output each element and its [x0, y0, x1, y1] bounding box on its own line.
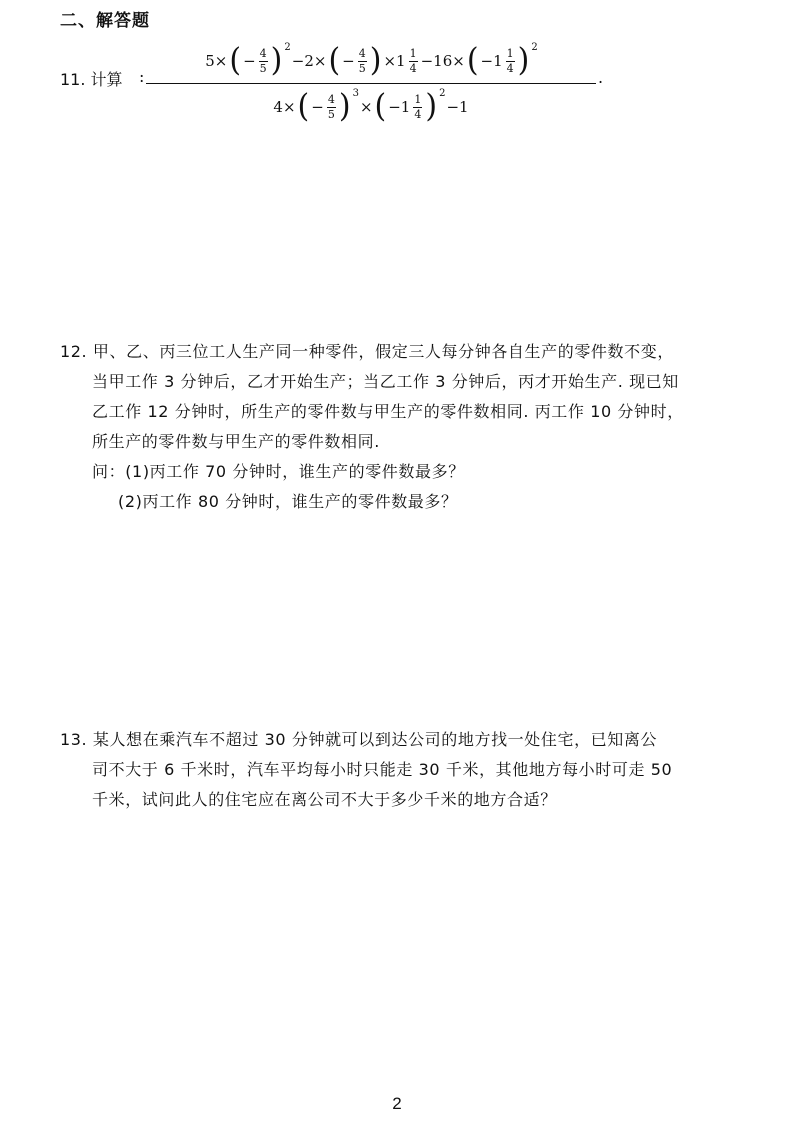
problem-13-line: 13. 某人想在乘汽车不超过 30 分钟就可以到达公司的地方找一处住宅，已知离公: [60, 730, 658, 749]
fraction: [327, 94, 336, 121]
fraction-numerator: 1: [409, 46, 417, 60]
fraction-denominator: 4: [409, 61, 417, 75]
minus-sign: −: [243, 52, 256, 70]
num-term-2: −2×: [291, 52, 327, 70]
minus-sign: −: [342, 52, 355, 70]
problem-11-colon: :: [139, 67, 145, 86]
exponent: 3: [352, 88, 359, 99]
fraction-denominator: 4: [506, 61, 514, 75]
right-paren: ): [369, 42, 382, 79]
num-term-3: ×1: [383, 52, 406, 70]
main-fraction-bar: [146, 83, 596, 84]
left-paren: (: [297, 88, 310, 125]
problem-11: [60, 40, 760, 126]
fraction: [409, 48, 418, 75]
problem-13: [60, 725, 750, 815]
fraction-numerator: 1: [414, 92, 422, 106]
fraction: [413, 94, 422, 121]
page-number: 2: [392, 1094, 402, 1113]
fraction-numerator: 4: [259, 46, 267, 60]
problem-11-label: 11. 计算: [60, 70, 123, 89]
problem-12-question: (2)丙工作 80 分钟时，谁生产的零件数最多？: [118, 492, 458, 511]
left-paren: (: [229, 42, 242, 79]
num-term-4: −16×: [420, 52, 465, 70]
minus-sign: −: [311, 98, 324, 116]
right-paren: ): [270, 42, 283, 79]
problem-13-line: 司不大于 6 千米时，汽车平均每小时只能走 30 千米，其他地方每小时可走 50: [92, 760, 673, 779]
fraction-numerator: 4: [327, 92, 335, 106]
exponent: 2: [531, 42, 538, 53]
den-term-1: 4×: [273, 98, 296, 116]
fraction-numerator: 1: [506, 46, 514, 60]
fraction-numerator: 4: [358, 46, 366, 60]
problem-12-line: 乙工作 12 分钟时，所生产的零件数与甲生产的零件数相同. 丙工作 10 分钟时，: [92, 402, 684, 421]
problem-12: [60, 337, 750, 517]
num-term-1: 5×: [205, 52, 228, 70]
den-term-2b: −1: [388, 98, 411, 116]
problem-13-line: 千米，试问此人的住宅应在离公司不大于多少千米的地方合适？: [92, 790, 557, 809]
fraction: [358, 48, 367, 75]
problem-11-denominator: [146, 86, 596, 128]
fraction-denominator: 5: [358, 61, 366, 75]
exponent: 2: [439, 88, 446, 99]
fraction-denominator: 4: [414, 107, 422, 121]
exponent: 2: [284, 42, 291, 53]
fraction: [506, 48, 515, 75]
problem-11-numerator: [146, 40, 596, 82]
left-paren: (: [466, 42, 479, 79]
fraction-denominator: 5: [327, 107, 335, 121]
problem-12-line: 12. 甲、乙、丙三位工人生产同一种零件，假定三人每分钟各自生产的零件数不变，: [60, 342, 674, 361]
right-paren: ): [338, 88, 351, 125]
right-paren: ): [425, 88, 438, 125]
problem-12-question: 问：(1)丙工作 70 分钟时，谁生产的零件数最多？: [92, 462, 465, 481]
problem-12-line: 所生产的零件数与甲生产的零件数相同.: [92, 432, 380, 451]
left-paren: (: [328, 42, 341, 79]
section-title: 二、解答题: [60, 11, 150, 31]
den-term-3: −1: [446, 98, 469, 116]
fraction-denominator: 5: [259, 61, 267, 75]
fraction: [259, 48, 268, 75]
problem-12-line: 当甲工作 3 分钟后，乙才开始生产；当乙工作 3 分钟后，丙才开始生产. 现已知: [92, 372, 679, 391]
left-paren: (: [374, 88, 387, 125]
num-term-4b: −1: [480, 52, 503, 70]
end-period: .: [598, 68, 604, 87]
den-term-2: ×: [359, 98, 373, 116]
right-paren: ): [517, 42, 530, 79]
